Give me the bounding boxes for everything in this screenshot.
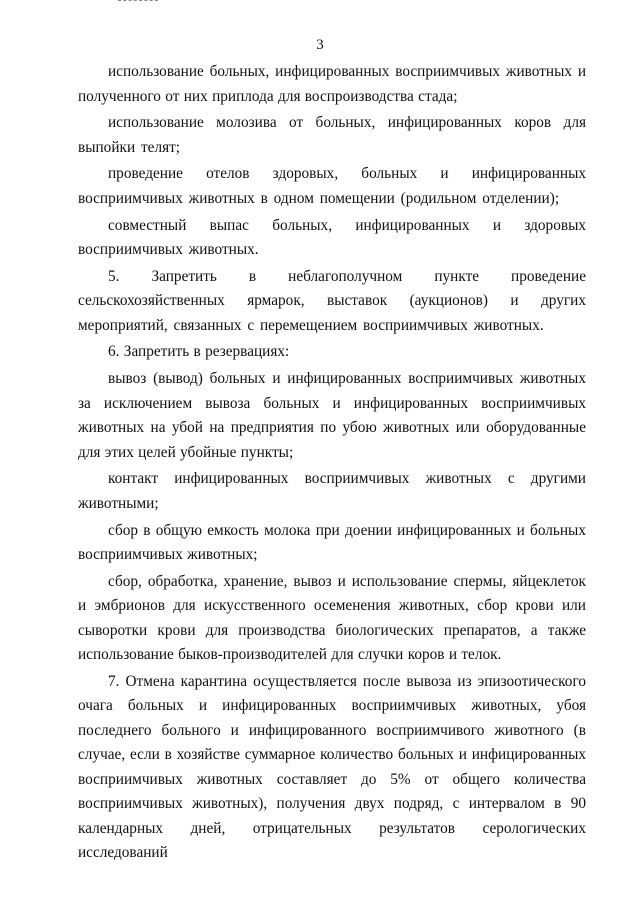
paragraph-item-6: 6. Запретить в резервациях: bbox=[108, 343, 290, 361]
paragraph-ban-colostrum: использование молозива от больных, инфицированных коров для выпойки телят; bbox=[78, 114, 586, 156]
paragraph-ban-contact: контакт инфицированных восприимчивых животных с другими животными; bbox=[78, 470, 586, 512]
paragraph-ban-milk: сбор в общую емкость молока при доении инфицированных и больных восприимчивых животных; bbox=[78, 521, 586, 563]
paragraph-ban-grazing: совместный выпас больных, инфицированных и здоровых восприимчивых животных. bbox=[78, 216, 586, 259]
paragraph-item-5: 5. Запретить в неблагополучном пункте проведение сельскохозяйственных ярмарок, выставок (аукционов) и других мероприятий, связанных с перемещением восприимчивых животных. bbox=[78, 267, 586, 334]
document-body bbox=[78, 60, 586, 868]
top-margin-mark bbox=[118, 0, 158, 3]
paragraph-ban-semen: сбор, обработка, хранение, вывоз и использование спермы, яйцеклеток и эмбрионов для искусственного осеменения животных, сбор крови или сыворотки крови для производства биологических препаратов, а также использование быков-производителей для случки коров и телок. bbox=[78, 572, 586, 664]
paragraph-ban-breeding: использование больных, инфицированных восприимчивых животных и полученного от них приплода для воспроизводства стада; bbox=[78, 63, 586, 105]
page-number: 3 bbox=[316, 37, 324, 53]
paragraph-item-7: 7. Отмена карантина осуществляется после вывоза из эпизоотического очага больных и инфицированных восприимчивых животных, убоя последнего больного и инфицированного восприимчивого животного (в случае, если в хозяйстве суммарное количество больных и инфицированных восприимчивых животных составляет до 5% от общего количества восприимчивых животных), получения двух подряд, с интервалом в 90 календарных дней, отрицательных результатов серологических исследований bbox=[78, 672, 586, 862]
paragraph-ban-calving: проведение отелов здоровых, больных и инфицированных восприимчивых животных в одном помещении (родильном отделении); bbox=[78, 165, 586, 207]
paragraph-ban-export: вывоз (вывод) больных и инфицированных восприимчивых животных за исключением вывоза больных и инфицированных восприимчивых животных на убой на предприятия по убою животных или оборудованные для этих целей убойные пункты; bbox=[78, 370, 586, 461]
